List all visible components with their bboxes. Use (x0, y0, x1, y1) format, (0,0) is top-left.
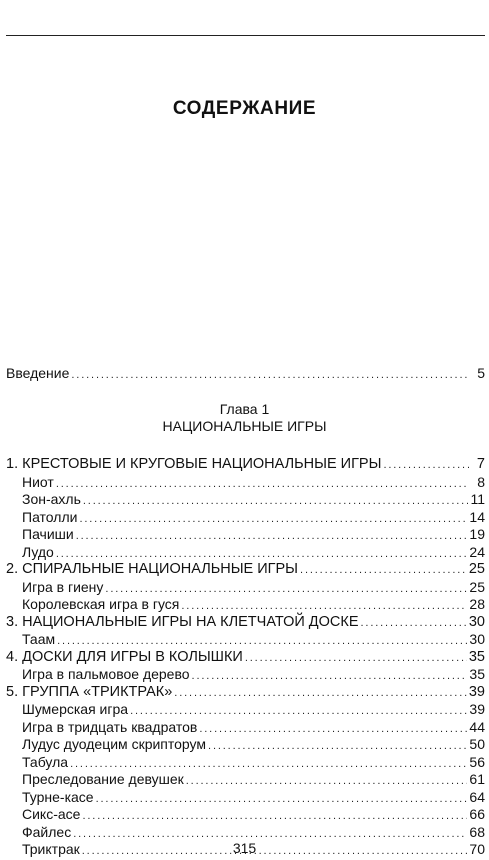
toc-entry (0, 788, 489, 806)
toc-entry (0, 578, 489, 596)
toc-entry (0, 455, 489, 473)
toc-entry (0, 508, 489, 526)
toc-entry-title: Преследование девушек (22, 771, 184, 787)
toc-entry-title: Шумерская игра (22, 701, 129, 717)
toc-entry (0, 525, 489, 543)
toc-entry-page: 14 (469, 508, 485, 525)
toc-entry-title: Сикс-асе (22, 806, 81, 822)
toc-entry (0, 683, 489, 701)
toc-entry-page: 39 (469, 701, 485, 717)
toc-entry (0, 805, 489, 823)
toc-entry (0, 770, 489, 788)
toc-entry-page: 44 (469, 718, 485, 735)
toc-entry-title: 2. СПИРАЛЬНЫЕ НАЦИОНАЛЬНЫЕ ИГРЫ (6, 561, 299, 577)
toc-leader-dots (174, 684, 467, 702)
toc-entry (0, 718, 489, 736)
toc-entry-page: 35 (468, 648, 485, 665)
toc-entry-page: 66 (469, 806, 485, 822)
toc-entry (0, 543, 489, 561)
toc-entry-page: 30 (469, 631, 485, 647)
toc-entry-title: Ниот (22, 473, 54, 490)
toc-entry-title: Королевская игра в гуся (22, 596, 180, 612)
toc-entry (0, 595, 489, 613)
toc-entry-title: Таам (22, 631, 56, 647)
toc-entry (0, 648, 489, 666)
toc-entry-page: 39 (468, 683, 485, 700)
toc-entry-page: 68 (469, 823, 485, 840)
toc-entry-title: 1. КРЕСТОВЫЕ И КРУГОВЫЕ НАЦИОНАЛЬНЫЕ ИГРЫ (6, 456, 382, 472)
toc-entry-title: Лудус дуодецим скрипторум (22, 736, 207, 752)
toc-entry-title: 4. ДОСКИ ДЛЯ ИГРЫ В КОЛЫШКИ (6, 648, 243, 665)
toc-leader-dots (300, 561, 467, 579)
toc-entry (0, 490, 489, 508)
toc-entry-page: 28 (469, 596, 485, 612)
toc-entry-title: Триктрак (22, 841, 80, 857)
toc-entry-title: Введение (6, 365, 70, 381)
toc-entry (0, 823, 489, 841)
toc-entry-page: 19 (469, 526, 485, 542)
toc-entry-page: 7 (476, 456, 485, 472)
toc-entry-title: Игра в пальмовое дерево (22, 666, 190, 682)
toc-entry-title: Пачиши (22, 526, 74, 542)
toc-entry (0, 735, 489, 753)
toc-entry-title: Игра в тридцать квадратов (22, 718, 198, 735)
page-number: 315 (232, 840, 257, 856)
toc-entry-title: Патолли (22, 508, 78, 525)
toc-entry (0, 560, 489, 578)
page-title: СОДЕРЖАНИЕ (172, 98, 317, 119)
toc-entry-title: Лудо (22, 543, 54, 560)
toc-entry-page: 50 (469, 736, 485, 752)
toc-entry (0, 753, 489, 771)
toc-entry-title: Турне-касе (22, 788, 94, 805)
toc-leader-dots (361, 614, 467, 632)
toc-leader-dots (383, 456, 469, 474)
toc-entry-title: Игра в гиену (22, 578, 104, 595)
toc-entry-intro (0, 364, 489, 382)
chapter-label: Глава 1 (219, 401, 270, 417)
toc-entry (0, 700, 489, 718)
toc-entry-page: 11 (470, 491, 485, 507)
toc-entry-page: 25 (468, 561, 485, 577)
toc-entry (0, 665, 489, 683)
toc-entry (0, 630, 489, 648)
toc-entry-page: 56 (469, 753, 485, 770)
top-rule (6, 35, 485, 36)
toc-leader-dots (245, 649, 467, 667)
toc-entry (0, 473, 489, 491)
toc-entry-page: 8 (477, 473, 485, 490)
toc-entry-page: 61 (469, 771, 485, 787)
toc-entry-page: 35 (469, 666, 485, 682)
toc-entry-title: Файлес (22, 823, 72, 840)
toc-entry-page: 25 (469, 578, 485, 595)
toc-entry-page: 30 (468, 613, 485, 630)
toc-entry-page: 5 (477, 365, 485, 381)
toc-entry-title: 5. ГРУППА «ТРИКТРАК» (6, 683, 173, 700)
chapter-title: НАЦИОНАЛЬНЫЕ ИГРЫ (162, 418, 327, 434)
toc-entry-page: 70 (469, 841, 485, 857)
toc-entry-page: 64 (469, 788, 485, 805)
toc-entry-title: Табула (22, 753, 69, 770)
toc-entry-page: 24 (469, 543, 485, 560)
toc-entry-title: Зон-ахль (22, 491, 81, 507)
toc-entry (0, 613, 489, 631)
toc-entry-title: 3. НАЦИОНАЛЬНЫЕ ИГРЫ НА КЛЕТЧАТОЙ ДОСКЕ (6, 613, 359, 630)
toc-leader-dots (71, 366, 469, 384)
